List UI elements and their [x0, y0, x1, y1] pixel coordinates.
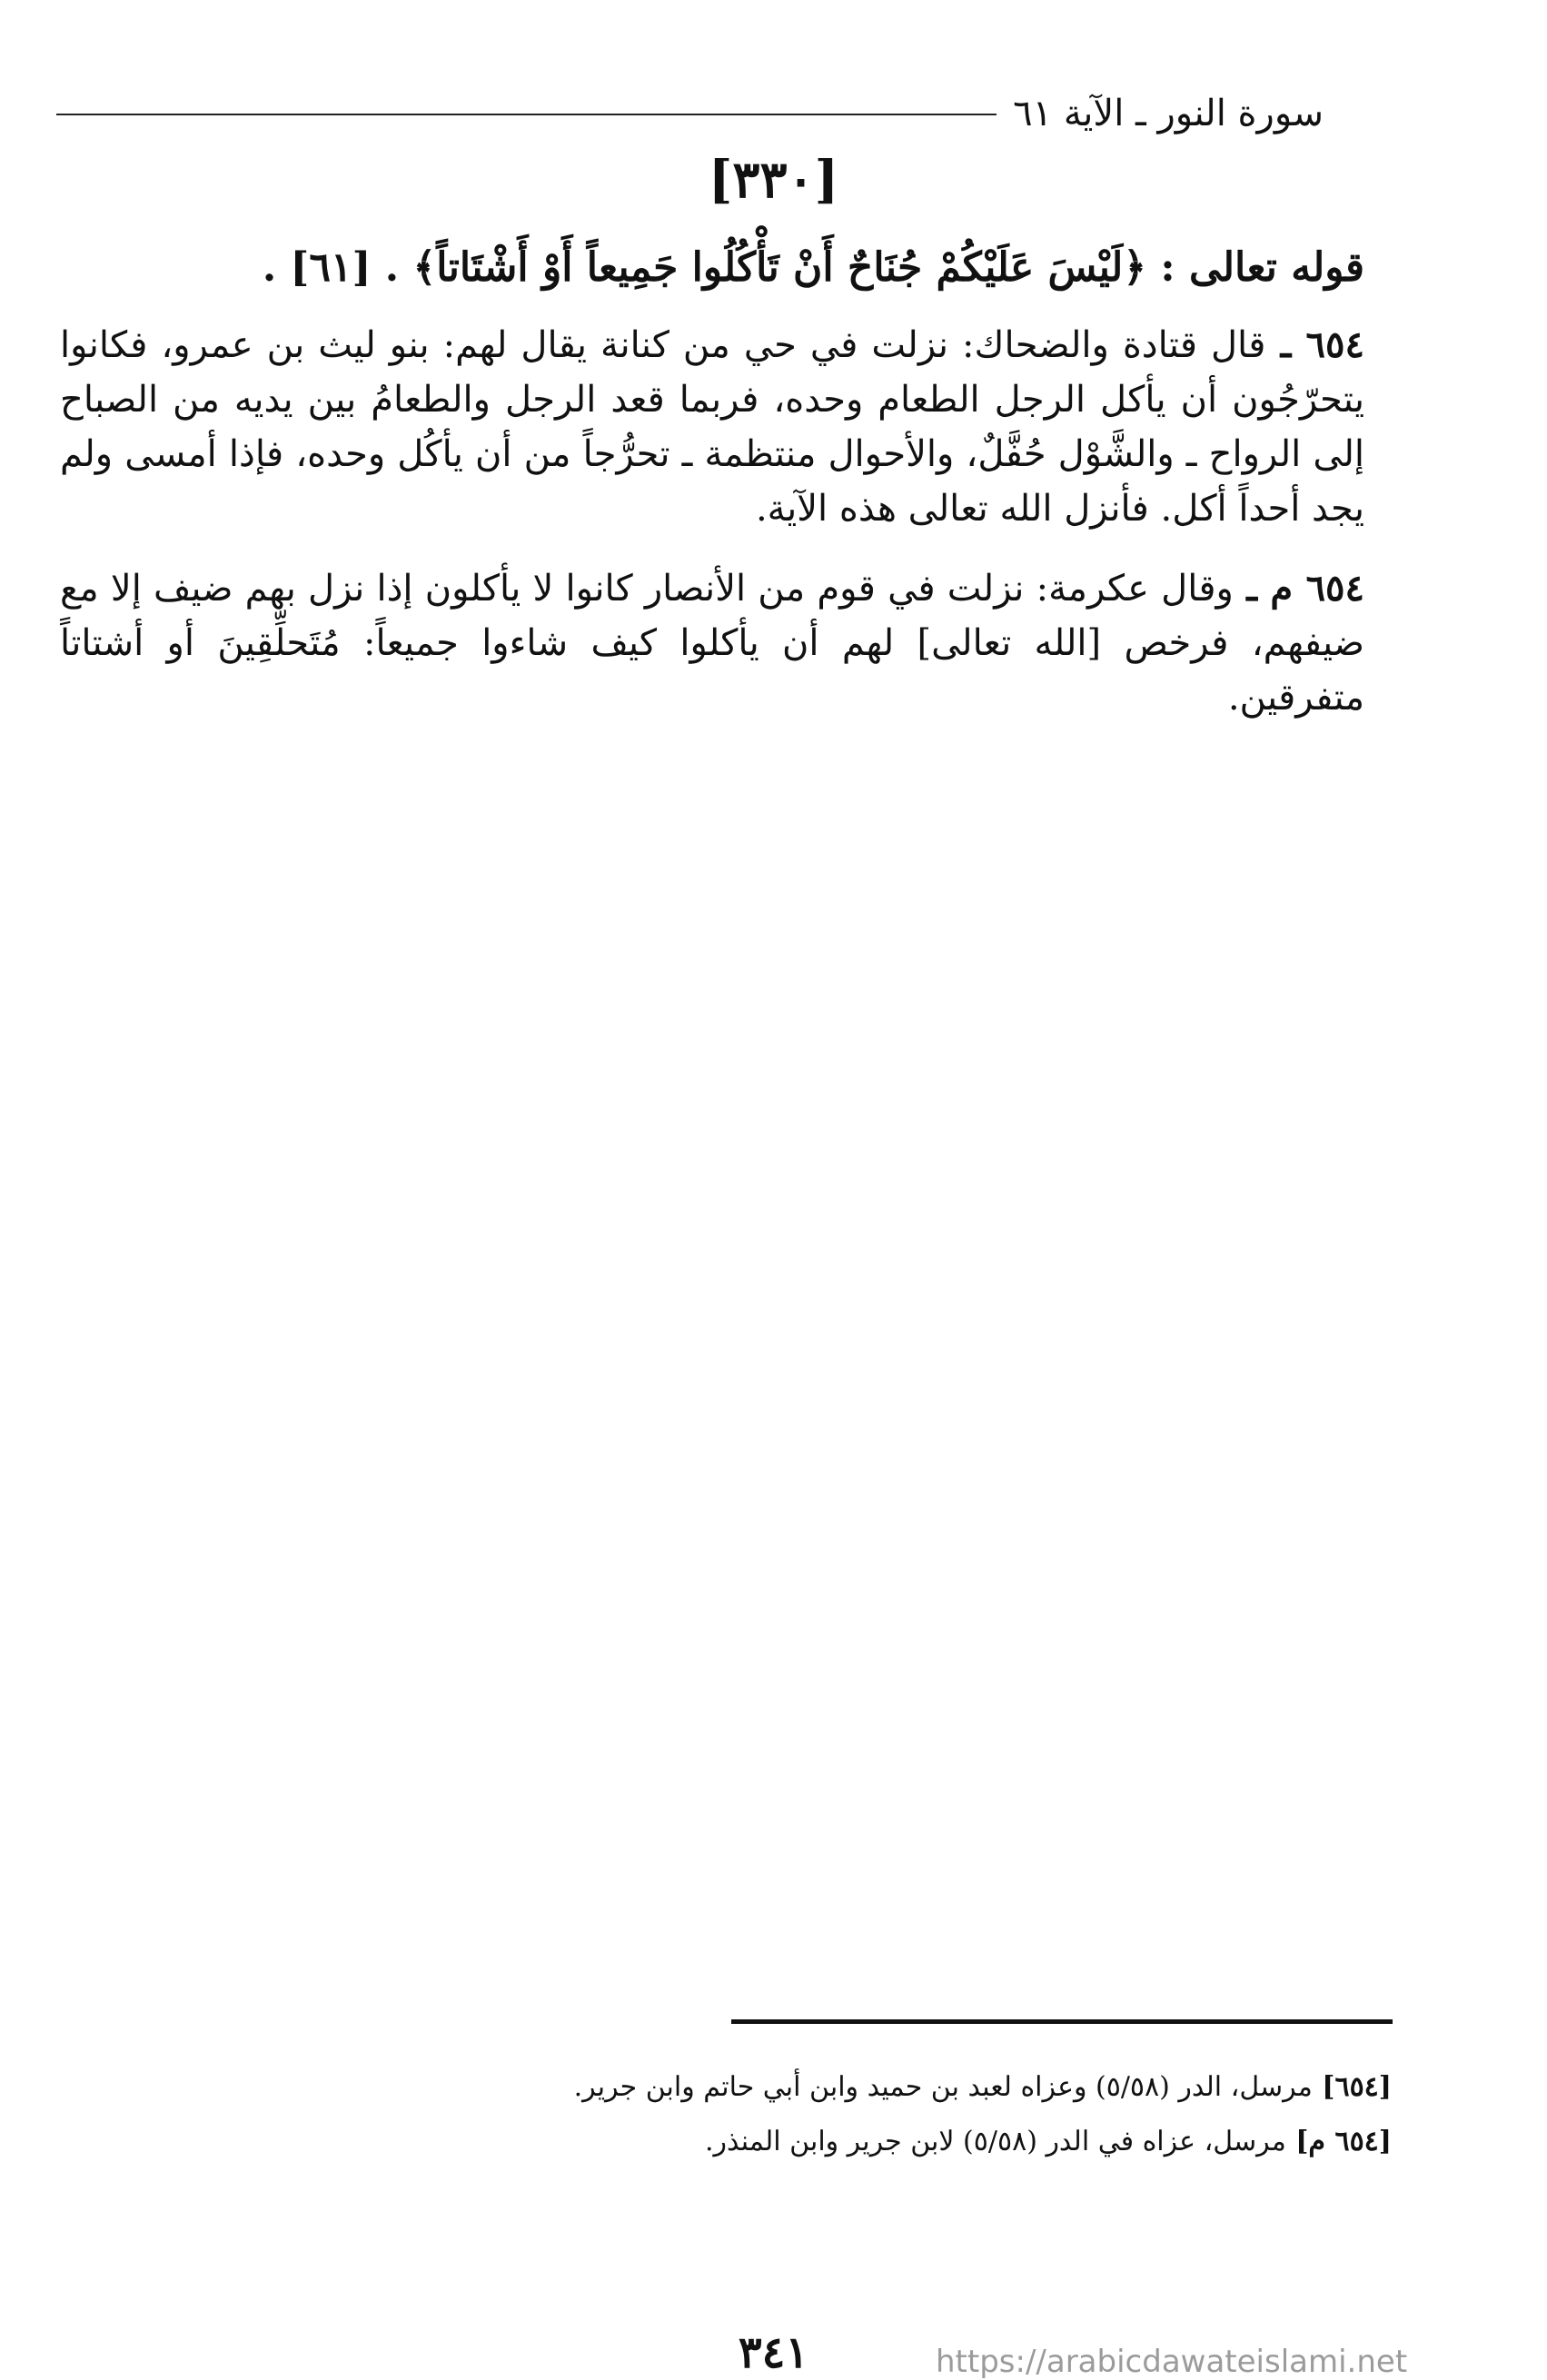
- header-rule: [56, 114, 997, 115]
- section-number: [٣٣٠]: [708, 150, 839, 210]
- running-title: سورة النور ـ الآية ٦١: [1013, 93, 1324, 134]
- footnote-ref: [٦٥٤]: [1312, 2071, 1392, 2103]
- narration-text: وقال عكرمة: نزلت في قوم من الأنصار كانوا لا يأكلون إذا نزل بهم ضيف إلا مع ضيفهم، فرخص [الله تعالى] لهم أن يأكلوا كيف شاءوا جميعاً: مُتَحلِّقِينَ أو أشتاتاً متفرقين.: [60, 568, 1364, 719]
- verse-reference: . [٦١] .: [262, 244, 400, 291]
- footnote: [363, 2060, 1392, 2115]
- footnote-divider: [731, 2019, 1393, 2024]
- footnote-text: مرسل، عزاه في الدر (٥/٥٨) لابن جرير وابن المنذر.: [704, 2126, 1286, 2157]
- main-text: [60, 234, 1364, 750]
- quran-verse: ﴿لَيْسَ عَلَيْكُمْ جُنَاحٌ أَنْ تَأْكُلُوا جَمِيعاً أَوْ أَشْتَاتاً﴾: [412, 244, 1147, 291]
- running-header: [56, 86, 1324, 141]
- verse-heading: [60, 234, 1364, 302]
- narration-item: [60, 561, 1364, 725]
- verse-intro: قوله تعالى :: [1146, 244, 1364, 291]
- footnote-ref: [٦٥٤ م]: [1285, 2126, 1392, 2157]
- footnotes: [363, 2060, 1392, 2169]
- watermark-url: https://arabicdawateislami.net: [936, 2344, 1408, 2380]
- narration-item: [60, 318, 1364, 536]
- narration-number: ٦٥٤ م ـ: [1233, 567, 1365, 610]
- page-number: ٣٤١: [738, 2327, 809, 2378]
- footnote: [363, 2115, 1392, 2169]
- narration-text: قال قتادة والضحاك: نزلت في حي من كنانة يقال لهم: بنو ليث بن عمرو، فكانوا يتحرّجُون أن يأكل الرجل الطعام وحده، فربما قعد الرجل والطعامُ بين يديه من الصباح إلى الرواح ـ والشَّوْل حُفَّلٌ، والأحوال منتظمة ـ تحرُّجاً من أن يأكُل وحده، فإذا أمسى ولم يجد أحداً أكل. فأنزل الله تعالى هذه الآية.: [60, 324, 1364, 530]
- narration-number: ٦٥٤ ـ: [1265, 323, 1364, 366]
- footnote-text: مرسل، الدر (٥/٥٨) وعزاه لعبد بن حميد وابن أبي حاتم وابن جرير.: [573, 2071, 1313, 2103]
